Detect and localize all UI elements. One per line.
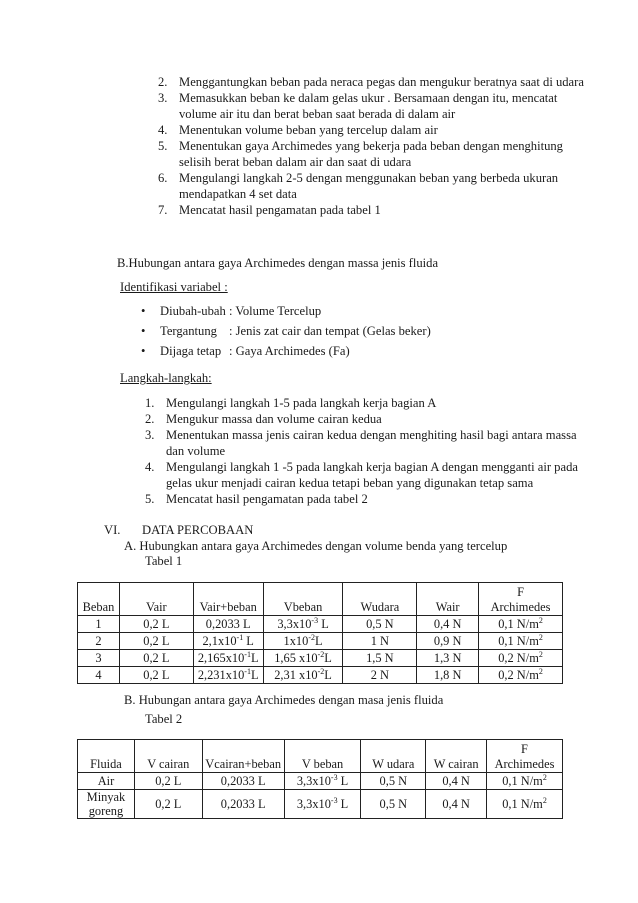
table-row: [78, 790, 563, 819]
step-text: Mengulangi langkah 2-5 dengan menggunakan beban yang berbeda ukuran: [179, 171, 559, 185]
table-header-cell: Vair+beban: [193, 583, 263, 616]
step-number: 7.: [158, 203, 168, 217]
table-cell: 0,5 N: [361, 790, 426, 819]
section-vi-title: DATA PERCOBAAN: [142, 523, 254, 537]
table-header-cell: V beban: [284, 740, 361, 773]
step-text: gelas ukur menjadi cairan kedua tetapi beban yang digunakan tetap sama: [166, 476, 534, 490]
step-text: selisih berat beban dalam air dan saat di udara: [179, 155, 412, 169]
section-vi-sub-b: B. Hubungan antara gaya Archimedes dengan masa jenis fluida: [124, 693, 444, 707]
table-header-cell: W udara: [361, 740, 426, 773]
step-number: 4.: [158, 123, 168, 137]
table-header-cell: W cairan: [426, 740, 487, 773]
step-text: Mencatat hasil pengamatan pada tabel 1: [179, 203, 381, 217]
table-cell: 0,1 $N/m^2$: [479, 633, 563, 650]
step-text: Mengulangi langkah 1-5 pada langkah kerja bagian A: [166, 396, 437, 410]
table-row: [78, 616, 563, 633]
table-cell: 1,8 N: [417, 667, 479, 684]
table-cell: 2,31 $x10^{-2}L$: [263, 667, 343, 684]
step-number: 6.: [158, 171, 168, 185]
table-cell: 0,2033 L: [202, 773, 284, 790]
table-cell: 4: [78, 667, 120, 684]
bullet-icon: •: [141, 324, 146, 338]
tabel2-label: Tabel 2: [145, 712, 183, 726]
table-cell: 0,2 L: [119, 616, 193, 633]
step-text: Memasukkan beban ke dalam gelas ukur . Bersamaan dengan itu, mencatat: [179, 91, 558, 105]
table-cell: 0,5 N: [343, 616, 417, 633]
table-cell: 1: [78, 616, 120, 633]
table-cell: 0,2 $N/m^2$: [479, 650, 563, 667]
table-header-cell: Vbeban: [263, 583, 343, 616]
table-cell: Air: [78, 773, 135, 790]
table-cell: 0,4 N: [426, 773, 487, 790]
table-cell: 1,5 N: [343, 650, 417, 667]
table-header-cell: Beban: [78, 583, 120, 616]
table-cell: 0,2 L: [119, 650, 193, 667]
step-number: 5.: [145, 492, 155, 506]
bullet-icon: •: [141, 304, 146, 318]
table-header-cell: F Archimedes: [479, 583, 563, 616]
variable-value: : Gaya Archimedes (Fa): [229, 344, 350, 358]
table-header-cell: F Archimedes: [487, 740, 563, 773]
table-header-cell: Wair: [417, 583, 479, 616]
table-cell: 3: [78, 650, 120, 667]
step-text: Menggantungkan beban pada neraca pegas dan mengukur beratnya saat di udara: [179, 75, 584, 89]
step-number: 1.: [145, 396, 155, 410]
table-cell: 0,4 N: [426, 790, 487, 819]
table-header-cell: Fluida: [78, 740, 135, 773]
step-text: Menentukan volume beban yang tercelup dalam air: [179, 123, 438, 137]
table-header-cell: Vcairan+beban: [202, 740, 284, 773]
table-cell: $2,1x10^{-1}$ L: [193, 633, 263, 650]
table-cell: 0,2033 L: [202, 790, 284, 819]
table-header-cell: Vair: [119, 583, 193, 616]
table-cell: 1 N: [343, 633, 417, 650]
step-number: 5.: [158, 139, 168, 153]
table-1: [77, 582, 563, 684]
table-cell: $3,3x10^{-3}$ L: [284, 790, 361, 819]
identifikasi-variabel-title: Identifikasi variabel :: [120, 280, 228, 294]
table-cell: $1x10^{-2}L$: [263, 633, 343, 650]
langkah-title: Langkah-langkah:: [120, 371, 212, 385]
table-cell: 0,1 $N/m^2$: [479, 616, 563, 633]
step-number: 3.: [158, 91, 168, 105]
section-vi-sub-a: A. Hubungkan antara gaya Archimedes dengan volume benda yang tercelup: [124, 539, 508, 553]
table-cell: 0,1 $N/m^2$: [487, 790, 563, 819]
table-cell: 0,2 L: [134, 790, 202, 819]
table-cell: 0,1 $N/m^2$: [487, 773, 563, 790]
table-header-cell: V cairan: [134, 740, 202, 773]
section-vi-number: VI.: [104, 523, 121, 537]
step-text: Mengukur massa dan volume cairan kedua: [166, 412, 382, 426]
table-cell: 1,3 N: [417, 650, 479, 667]
table-cell: 2 N: [343, 667, 417, 684]
variable-label: Diubah-ubah: [160, 304, 226, 318]
step-number: 2.: [158, 75, 168, 89]
table-cell: $2,165x10^{-1}L$: [193, 650, 263, 667]
table-cell: 0,9 N: [417, 633, 479, 650]
table-2: [77, 739, 563, 819]
section-b-heading: B.Hubungan antara gaya Archimedes dengan massa jenis fluida: [117, 256, 439, 270]
table-cell: $3,3x10^{-3}$ L: [263, 616, 343, 633]
variable-label: Tergantung: [160, 324, 217, 338]
table-cell: 0,2 L: [134, 773, 202, 790]
bullet-icon: •: [141, 344, 146, 358]
step-text: volume air itu dan berat beban saat berada di dalam air: [179, 107, 456, 121]
variable-label: Dijaga tetap: [160, 344, 222, 358]
step-text: Mencatat hasil pengamatan pada tabel 2: [166, 492, 368, 506]
step-text: mendapatkan 4 set data: [179, 187, 297, 201]
table-cell: 0,5 N: [361, 773, 426, 790]
table-cell: 0,2 L: [119, 633, 193, 650]
table-cell: 0,2 $N/m^2$: [479, 667, 563, 684]
step-number: 4.: [145, 460, 155, 474]
table-row: [78, 667, 563, 684]
table-cell: 0,4 N: [417, 616, 479, 633]
table-cell: $2,231x10^{-1}L$: [193, 667, 263, 684]
table-header-cell: Wudara: [343, 583, 417, 616]
step-number: 3.: [145, 428, 155, 442]
table-cell: 0,2 L: [119, 667, 193, 684]
table-cell: 1,65 $x10^{-2}L$: [263, 650, 343, 667]
step-text: dan volume: [166, 444, 226, 458]
table-row: [78, 633, 563, 650]
variable-value: : Jenis zat cair dan tempat (Gelas beker): [229, 324, 431, 338]
step-text: Mengulangi langkah 1 -5 pada langkah kerja bagian A dengan mengganti air pada: [166, 460, 578, 474]
tabel1-label: Tabel 1: [145, 554, 183, 568]
table-row: [78, 773, 563, 790]
step-text: Menentukan gaya Archimedes yang bekerja pada beban dengan menghitung: [179, 139, 563, 153]
table-row: [78, 650, 563, 667]
table-cell: Minyak goreng: [78, 790, 135, 819]
table-cell: $3,3x10^{-3}$ L: [284, 773, 361, 790]
step-number: 2.: [145, 412, 155, 426]
table-cell: 2: [78, 633, 120, 650]
table-cell: 0,2033 L: [193, 616, 263, 633]
step-text: Menentukan massa jenis cairan kedua dengan menghiting hasil bagi antara massa: [166, 428, 577, 442]
variable-value: : Volume Tercelup: [229, 304, 322, 318]
